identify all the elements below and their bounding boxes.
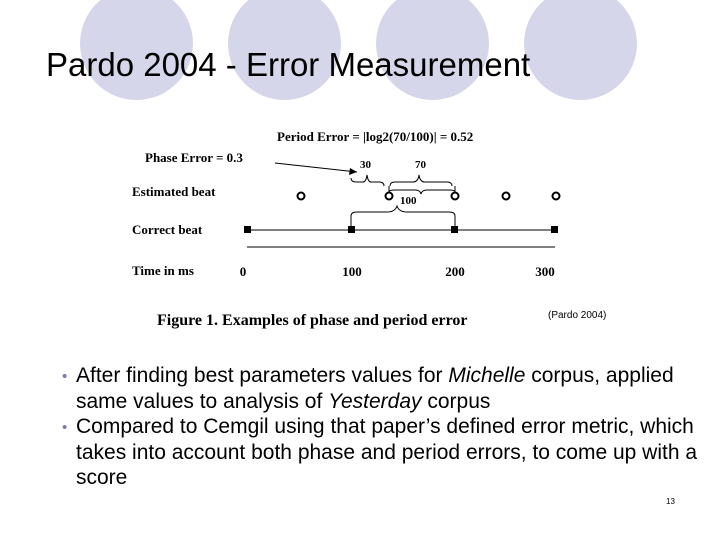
label-70: 70 xyxy=(415,159,426,171)
estimated-beat-mark xyxy=(386,193,393,200)
bullet-dot: • xyxy=(62,419,68,436)
label-30: 30 xyxy=(360,159,371,171)
tick-label: 200 xyxy=(445,264,465,279)
bullet-dot: • xyxy=(62,368,68,385)
correct-beat-mark xyxy=(244,226,251,233)
row-label-estimated-beat: Estimated beat xyxy=(132,184,216,199)
bullet-list xyxy=(62,363,702,491)
estimated-beat-mark xyxy=(452,193,459,200)
slide-title: Pardo 2004 - Error Measurement xyxy=(46,46,531,83)
phase-error-label: Phase Error = 0.3 xyxy=(145,150,243,165)
brace-30 xyxy=(351,175,384,186)
estimated-beat-mark xyxy=(503,193,510,200)
figure-caption: Figure 1. Examples of phase and period error xyxy=(157,312,468,329)
tick-label: 100 xyxy=(342,264,362,279)
phase-error-arrow xyxy=(275,163,357,172)
bracket-100 xyxy=(389,186,455,196)
figure-phase-period-error xyxy=(125,120,575,335)
estimated-beat-mark xyxy=(553,193,560,200)
brace-70 xyxy=(390,175,452,186)
row-label-time: Time in ms xyxy=(132,263,194,278)
estimated-beat-mark xyxy=(298,193,305,200)
bracket-correct-beats xyxy=(351,206,455,228)
bullet-text: Compared to Cemgil using that paper’s defined error metric, which takes into account both phase and period errors, to come up with a score xyxy=(76,415,698,489)
bullet-text: After finding best parameters values for Michelle corpus, applied same values to analysis of Yesterday corpus xyxy=(76,364,674,413)
tick-label: 0 xyxy=(239,264,247,279)
label-100: 100 xyxy=(400,195,417,207)
period-error-label: Period Error = |log2(70/100)| = 0.52 xyxy=(277,129,474,144)
bullet-item xyxy=(62,363,702,414)
page-number: 13 xyxy=(666,497,675,506)
correct-beat-mark xyxy=(348,226,355,233)
correct-beat-mark xyxy=(551,226,558,233)
decor-circle xyxy=(524,0,637,100)
figure-credit: (Pardo 2004) xyxy=(548,310,607,321)
tick-label: 300 xyxy=(535,264,555,279)
estimated-beat-marks xyxy=(298,193,560,200)
phase-error-arrowhead xyxy=(349,168,357,175)
bullet-item xyxy=(62,414,702,491)
row-label-correct-beat: Correct beat xyxy=(132,222,203,237)
correct-beat-mark xyxy=(451,226,458,233)
